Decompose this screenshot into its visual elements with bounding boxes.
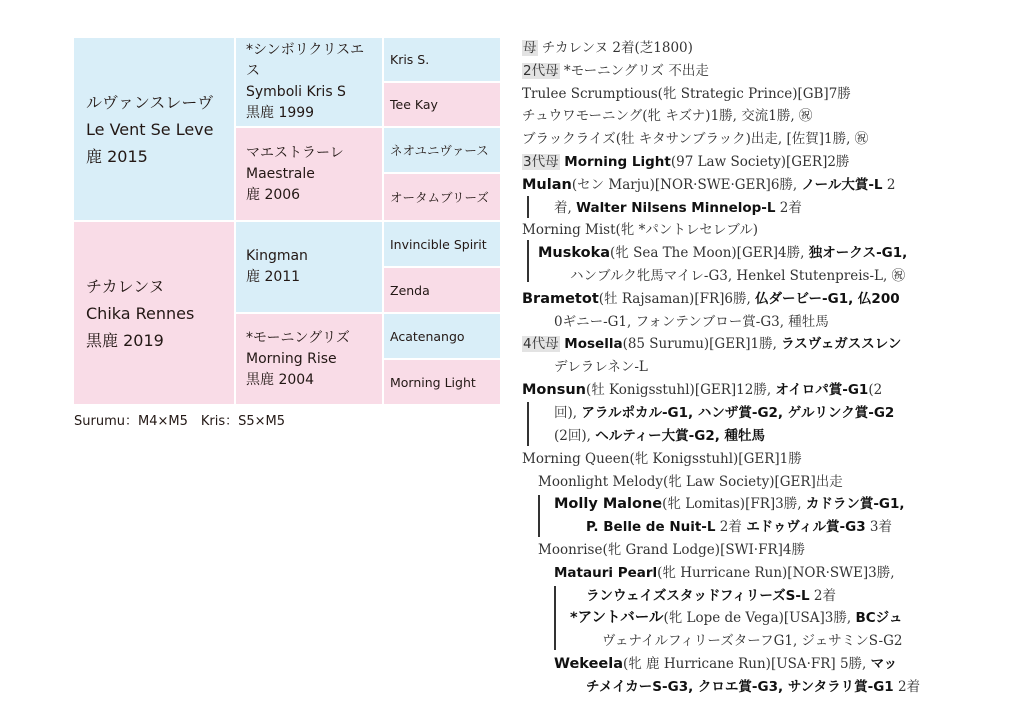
- dam-dam-name-jp: *モーニングリズ: [246, 329, 350, 346]
- note-line: 着, Walter Nilsens Minnelop-L 2着: [554, 200, 802, 216]
- note-line: Morning Queen(牝 Konigsstuhl)[GER]1勝: [522, 451, 802, 467]
- horse-name: *アントバール: [570, 610, 664, 626]
- sire-sire-sire-cell: [384, 38, 500, 81]
- dam-info: 黒鹿 2019: [86, 330, 164, 350]
- note-line: 4代母 Mosella(85 Surumu)[GER]1勝, ラスヴェガススレン: [523, 336, 902, 352]
- note-line: Wekeela(牝 鹿 Hurricane Run)[USA·FR] 5勝, マッ: [554, 656, 898, 672]
- note-line: Moonrise(牝 Grand Lodge)[SWI·FR]4勝: [538, 542, 805, 558]
- sire-sire-dam-cell: [384, 83, 500, 126]
- sire-name-en: Le Vent Se Leve: [86, 119, 214, 139]
- note-line: 回), アラルポカル-G1, ハンザ賞-G2, ゲルリンク賞-G2: [554, 405, 895, 421]
- sire-sire-info: 黒鹿 1999: [246, 105, 315, 121]
- dam-name-jp: チカレンヌ: [86, 276, 165, 296]
- sire-sire-cell: [236, 38, 382, 126]
- indent-bar: [538, 495, 540, 537]
- generation-tag: 3代母: [523, 154, 559, 170]
- dam-dam-sire-name: Acatenango: [390, 328, 465, 344]
- note-line: 2代母 *モーニングリズ 不出走: [523, 63, 709, 79]
- note-line: Molly Malone(牝 Lomitas)[FR]3勝, カドラン賞-G1,: [554, 496, 905, 512]
- sire-dam-name-en: Maestrale: [246, 165, 315, 182]
- sire-dam-sire-name: ネオユニヴァース: [390, 143, 489, 158]
- note-line: チメイカーS-G3, クロエ賞-G3, サンタラリ賞-G1 2着: [586, 679, 921, 695]
- note-line: Monsun(牡 Konigsstuhl)[GER]12勝, オイロパ賞-G1(2: [522, 382, 883, 398]
- note-line: 3代母 Morning Light(97 Law Society)[GER]2勝: [523, 154, 850, 170]
- dam-dam-cell: [236, 314, 382, 404]
- note-line: ハンブルク牝馬マイレ-G3, Henkel Stutenpreis-L, ㊗: [570, 268, 906, 284]
- indent-bar: [527, 402, 529, 446]
- note-line: (2回), ヘルティー大賞-G2, 種牡馬: [554, 428, 766, 444]
- note-line: Muskoka(牝 Sea The Moon)[GER]4勝, 独オークス-G1,: [538, 245, 908, 261]
- generation-tag: 4代母: [523, 336, 559, 352]
- sire-dam-dam-cell: [384, 174, 500, 220]
- dam-dam-name-en: Morning Rise: [246, 350, 337, 367]
- sire-sire-dam-name: Tee Kay: [390, 97, 438, 112]
- horse-name: Molly Malone: [554, 496, 663, 512]
- note-line: ブラックライズ(牡 キタサンブラック)出走, [佐賀]1勝, ㊗: [522, 131, 869, 147]
- dam-sire-sire-cell: [384, 222, 500, 266]
- note-line: P. Belle de Nuit-L 2着 エドゥヴィル賞-G3 3着: [586, 519, 893, 535]
- note-line: *アントバール(牝 Lope de Vega)[USA]3勝, BCジュ: [570, 610, 903, 626]
- horse-name: Matauri Pearl: [554, 565, 658, 581]
- horse-name: Brametot: [522, 291, 599, 307]
- dam-sire-cell: [236, 222, 382, 312]
- sire-dam-cell: [236, 128, 382, 220]
- dam-dam-sire-cell: [384, 314, 500, 358]
- indent-bar: [554, 586, 556, 650]
- inbreeding-note: Surumu：M4×M5 Kris：S5×M5: [74, 414, 286, 429]
- dam-sire-info: 鹿 2011: [246, 269, 301, 285]
- sire-name-jp: ルヴァンスレーヴ: [86, 92, 214, 112]
- dam-sire-dam-name: Zenda: [390, 282, 430, 298]
- dam-dam-dam-name: Morning Light: [390, 374, 476, 390]
- horse-name: Morning Light: [559, 154, 671, 170]
- horse-name: Muskoka: [538, 245, 611, 261]
- sire-dam-sire-cell: [384, 128, 500, 172]
- horse-name: Mulan: [522, 177, 572, 193]
- sire-cell: [74, 38, 234, 220]
- dam-sire-name-en: Kingman: [246, 248, 308, 264]
- note-line: Moonlight Melody(牝 Law Society)[GER]出走: [538, 474, 843, 490]
- sire-sire-sire-name: Kris S.: [390, 52, 430, 67]
- horse-name: Monsun: [522, 382, 586, 398]
- note-line: 0ギニー-G1, フォンテンブロー賞-G3, 種牡馬: [554, 314, 829, 330]
- note-line: Matauri Pearl(牝 Hurricane Run)[NOR·SWE]3勝,: [554, 565, 895, 581]
- sire-dam-dam-name: オータムブリーズ: [390, 190, 489, 205]
- note-line: デレラレネン-L: [554, 359, 648, 375]
- horse-name: Wekeela: [554, 656, 623, 672]
- note-line: ランウェイズスタッドフィリーズS-L 2着: [586, 588, 836, 604]
- generation-tag: 2代母: [523, 63, 559, 79]
- dam-sire-dam-cell: [384, 268, 500, 312]
- note-line: チュウワモーニング(牝 キズナ)1勝, 交流1勝, ㊗: [522, 108, 813, 124]
- note-line: Mulan(セン Marju)[NOR·SWE·GER]6勝, ノール大賞-L 2: [522, 177, 896, 193]
- sire-sire-name-jp: *シンボリクリスエス: [246, 42, 365, 79]
- horse-name: Mosella: [559, 336, 623, 352]
- note-line: Brametot(牡 Rajsaman)[FR]6勝, 仏ダービー-G1, 仏200: [522, 291, 900, 307]
- note-line: Morning Mist(牝 *パントレセレブル): [522, 222, 759, 238]
- dam-dam-info: 黒鹿 2004: [246, 371, 315, 388]
- sire-sire-name-en: Symboli Kris S: [246, 84, 346, 100]
- indent-bar: [527, 196, 529, 218]
- generation-tag: 母: [523, 40, 537, 56]
- note-line: ヴェナイルフィリーズターフG1, ジェサミンS-G2: [602, 633, 903, 649]
- sire-info: 鹿 2015: [86, 146, 148, 166]
- dam-name-en: Chika Rennes: [86, 303, 195, 323]
- note-line: Trulee Scrumptious(牝 Strategic Prince)[GB]7勝: [522, 86, 851, 102]
- dam-cell: [74, 222, 234, 404]
- dam-dam-dam-cell: [384, 360, 500, 404]
- indent-bar: [527, 240, 529, 282]
- sire-dam-name-jp: マエストラーレ: [246, 144, 344, 161]
- sire-dam-info: 鹿 2006: [246, 186, 301, 203]
- dam-sire-sire-name: Invincible Spirit: [390, 236, 487, 252]
- note-line: 母 チカレンヌ 2着(芝1800): [523, 40, 693, 56]
